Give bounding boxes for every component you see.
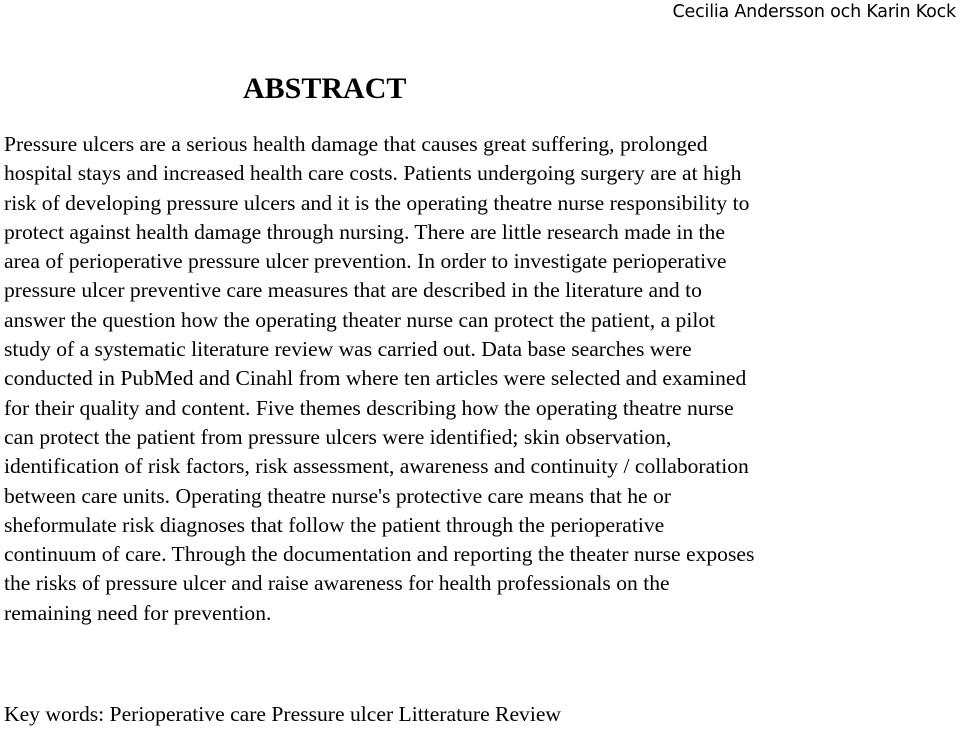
abstract-line: conducted in PubMed and Cinahl from where ten articles were selected and examined <box>4 366 747 391</box>
abstract-line: risk of developing pressure ulcers and it is the operating theatre nurse responsibility to <box>4 190 750 215</box>
abstract-line: pressure ulcer preventive care measures that are described in the literature and to <box>4 278 702 303</box>
abstract-line: hospital stays and increased health care costs. Patients undergoing surgery are at high <box>4 161 742 186</box>
abstract-line: study of a systematic literature review was carried out. Data base searches were <box>4 337 692 362</box>
abstract-line: for their quality and content. Five themes describing how the operating theatre nurse <box>4 395 734 420</box>
abstract-line: between care units. Operating theatre nurse's protective care means that he or <box>4 483 672 508</box>
header-authors: Cecilia Andersson och Karin Kock <box>672 2 956 22</box>
abstract-line: sheformulate risk diagnoses that follow the patient through the perioperative <box>4 512 665 537</box>
keywords-line: Key words: Perioperative care Pressure ulcer Litterature Review <box>4 702 562 726</box>
abstract-line: can protect the patient from pressure ulcers were identified; skin observation, <box>4 424 672 449</box>
abstract-body <box>4 130 956 628</box>
abstract-line: identification of risk factors, risk assessment, awareness and continuity / collaboration <box>4 454 749 479</box>
abstract-line: protect against health damage through nursing. There are little research made in the <box>4 219 725 244</box>
abstract-line: continuum of care. Through the documentation and reporting the theater nurse exposes <box>4 542 755 567</box>
abstract-title: ABSTRACT <box>243 72 407 105</box>
abstract-line: Pressure ulcers are a serious health damage that causes great suffering, prolonged <box>4 132 708 156</box>
abstract-line: remaining need for prevention. <box>4 600 272 625</box>
abstract-line: area of perioperative pressure ulcer prevention. In order to investigate perioperative <box>4 249 727 274</box>
abstract-line: the risks of pressure ulcer and raise awareness for health professionals on the <box>4 571 670 596</box>
abstract-line: answer the question how the operating theater nurse can protect the patient, a pilot <box>4 307 716 332</box>
